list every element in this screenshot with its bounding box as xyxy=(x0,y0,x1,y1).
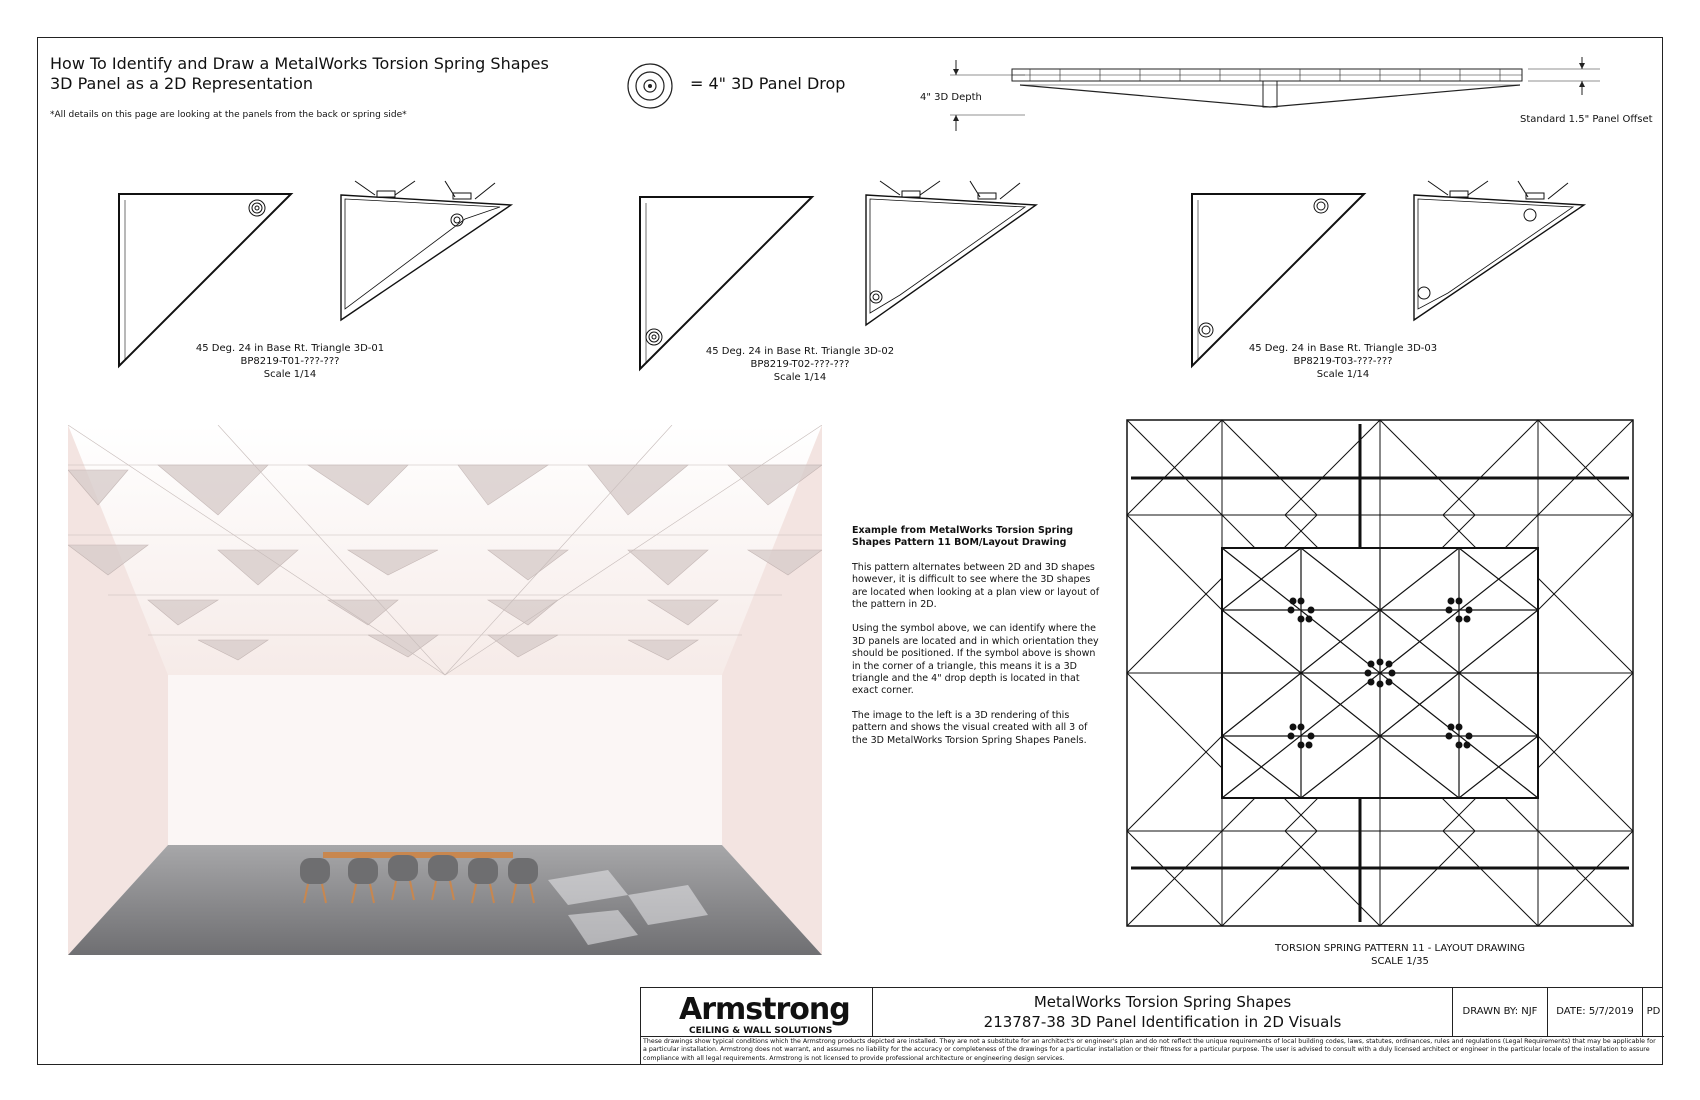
triangle-01-caption xyxy=(170,342,410,381)
brand-name: Armstrong xyxy=(679,992,850,1027)
triangle-02-code: BP8219-T02-???-??? xyxy=(750,359,850,370)
drawn-by: DRAWN BY: NJF xyxy=(1453,988,1548,1036)
triangle-01-name: 45 Deg. 24 in Base Rt. Triangle 3D-01 xyxy=(195,343,385,354)
triangle-03-name: 45 Deg. 24 in Base Rt. Triangle 3D-03 xyxy=(1248,343,1438,354)
triangle-02-scale: Scale 1/14 xyxy=(773,372,827,383)
triangle-03-iso xyxy=(1408,175,1598,325)
pattern-11-layout-drawing xyxy=(1125,418,1635,928)
description-heading: Example from MetalWorks Torsion Spring Shapes Pattern 11 BOM/Layout Drawing xyxy=(852,525,1074,549)
drawing-title-line2: 213787-38 3D Panel Identification in 2D Visuals xyxy=(983,1013,1342,1031)
offset-label: Standard 1.5" Panel Offset xyxy=(1520,114,1653,125)
layout-caption-scale: SCALE 1/35 xyxy=(1371,956,1429,967)
page-title-line1: How To Identify and Draw a MetalWorks Torsion Spring Shapes xyxy=(50,54,549,73)
title-block-divider xyxy=(641,1036,1664,1037)
layout-caption-title: TORSION SPRING PATTERN 11 - LAYOUT DRAWING xyxy=(1274,943,1526,954)
triangle-03-scale: Scale 1/14 xyxy=(1316,369,1370,380)
triangle-01-iso xyxy=(335,175,525,325)
description-block xyxy=(852,525,1102,759)
page-title-line2: 3D Panel as a 2D Representation xyxy=(50,74,314,93)
description-p2: Using the symbol above, we can identify where the 3D panels are located and in which orientation they should be positioned. If the symbol above is shown in the corner of a triangle, this means it is a 3D triangle and the 4" drop depth is located in that exact corner. xyxy=(852,623,1099,697)
layout-caption xyxy=(1200,942,1600,968)
depth-label: 4" 3D Depth xyxy=(920,92,982,103)
drawing-title xyxy=(873,988,1453,1036)
disclaimer-text: These drawings show typical conditions which the Armstrong products depicted are installed. They are not a substitute for an architect's or engineer's plan and do not reflect the unique requirements of local building codes, laws, statutes, ordinances, rules and regulations (Legal Requirements) that may be applicable for a particular installation. Armstrong does not warrant, and assumes no liability for the accuracy or completeness of the drawings for a particular installation or their fitness for a particular purpose. The user is advised to consult with a duly licensed architect or engineer in the particular locale of the installation to assure compliance with all legal requirements. Armstrong is not licensed to provide professional architecture or engineering design services. xyxy=(643,1038,1656,1062)
triangle-03-code: BP8219-T03-???-??? xyxy=(1293,356,1393,367)
drawing-title-line1: MetalWorks Torsion Spring Shapes xyxy=(1033,993,1292,1011)
triangle-02-caption xyxy=(680,345,920,384)
triangle-02-name: 45 Deg. 24 in Base Rt. Triangle 3D-02 xyxy=(705,346,895,357)
triangle-01-code: BP8219-T01-???-??? xyxy=(240,356,340,367)
brand-subtitle: CEILING & WALL SOLUTIONS xyxy=(689,1026,833,1036)
triangle-02-iso xyxy=(860,175,1050,330)
description-p3: The image to the left is a 3D rendering of this pattern and shows the visual created with all 3 of the 3D MetalWorks Torsion Spring Shapes Panels. xyxy=(852,709,1088,746)
page-title xyxy=(50,54,549,94)
page-note: *All details on this page are looking at the panels from the back or spring side* xyxy=(50,110,407,120)
triangle-01-scale: Scale 1/14 xyxy=(263,369,317,380)
drawing-pd: PD xyxy=(1646,1006,1661,1017)
legend-label: = 4" 3D Panel Drop xyxy=(690,74,846,93)
drawing-date: DATE: 5/7/2019 xyxy=(1548,988,1643,1036)
triangle-03-caption xyxy=(1223,342,1463,381)
title-block xyxy=(640,987,1663,1065)
brand-logo xyxy=(641,988,873,1036)
description-p1: This pattern alternates between 2D and 3D shapes however, it is difficult to see where the 3D shapes are located when looking at a plan view or layout of the pattern in 2D. xyxy=(852,561,1100,611)
panel-drop-symbol-icon xyxy=(625,61,675,111)
ceiling-rendering-image xyxy=(68,425,822,955)
